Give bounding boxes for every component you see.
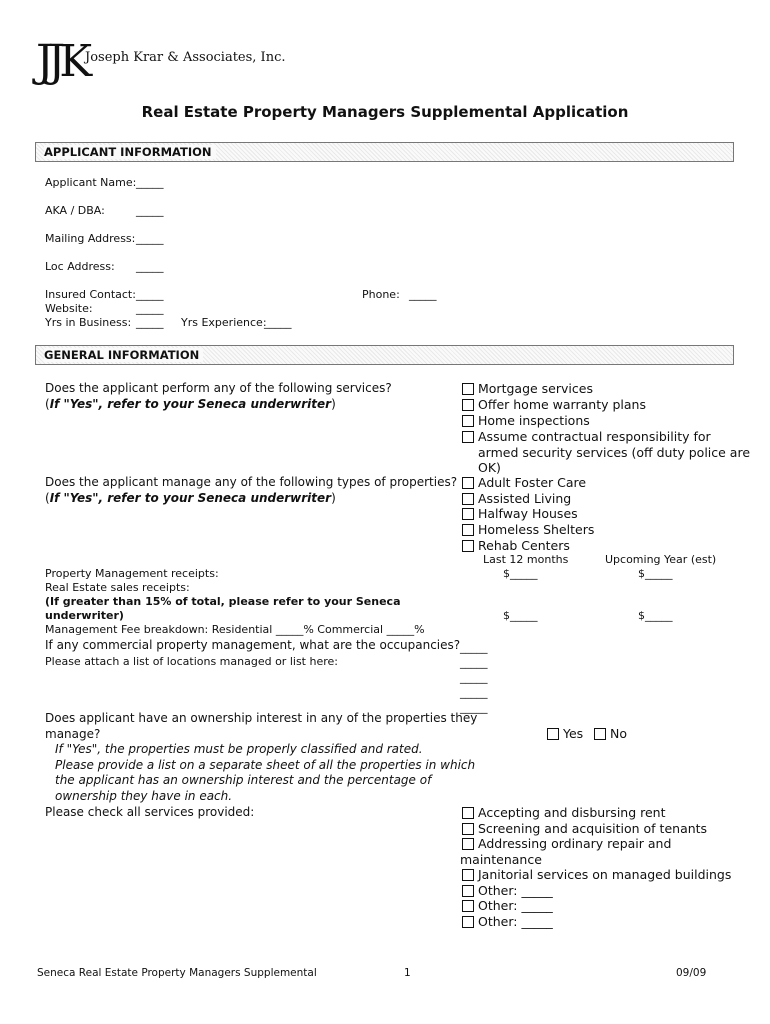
- re-receipts-upcoming[interactable]: $_____: [638, 609, 673, 622]
- mailing-address-field[interactable]: _____: [136, 232, 164, 245]
- website-label: Website:: [45, 302, 93, 315]
- security-text-cont2: OK): [478, 460, 501, 475]
- phone-label: Phone:: [362, 288, 400, 301]
- services-provided-question: Please check all services provided:: [45, 805, 255, 819]
- checkbox-repair[interactable]: Addressing ordinary repair and: [462, 836, 671, 851]
- loc-address-label: Loc Address:: [45, 260, 115, 273]
- page-title: Real Estate Property Managers Supplemental Application: [141, 103, 629, 121]
- yrs-experience-field[interactable]: _____: [264, 316, 292, 329]
- checkbox-adult-foster[interactable]: Adult Foster Care: [462, 475, 586, 490]
- general-section-header: GENERAL INFORMATION: [35, 345, 734, 365]
- checkbox-rent[interactable]: Accepting and disbursing rent: [462, 805, 666, 820]
- fee-breakdown: Management Fee breakdown: Residential _____% Commercial _____%: [45, 623, 425, 636]
- loc-address-field[interactable]: _____: [136, 260, 164, 273]
- ownership-no[interactable]: No: [594, 726, 627, 741]
- security-text-cont: armed security services (off duty police are: [478, 445, 751, 460]
- phone-field[interactable]: _____: [409, 288, 437, 301]
- checkbox-security[interactable]: Assume contractual responsibility for: [462, 429, 711, 444]
- occupancy-line-5[interactable]: _____: [460, 701, 488, 714]
- ownership-yes[interactable]: Yes: [547, 726, 583, 741]
- ownership-question-a: Does applicant have an ownership interest in any of the properties they: [45, 711, 478, 725]
- checkbox-assisted-living[interactable]: Assisted Living: [462, 491, 571, 506]
- checkbox-mortgage[interactable]: Mortgage services: [462, 381, 593, 396]
- applicant-name-label: Applicant Name:: [45, 176, 137, 189]
- re-receipts-last[interactable]: $_____: [503, 609, 538, 622]
- occupancy-line-1[interactable]: _____: [460, 641, 488, 654]
- footer-form-name: Seneca Real Estate Property Managers Supplemental: [37, 967, 317, 979]
- checkbox-screening[interactable]: Screening and acquisition of tenants: [462, 821, 707, 836]
- re-receipts-label: Real Estate sales receipts:: [45, 581, 190, 594]
- pm-receipts-last[interactable]: $_____: [503, 567, 538, 580]
- occupancy-line-2[interactable]: _____: [460, 656, 488, 669]
- checkbox-other-2[interactable]: Other: _____: [462, 898, 553, 913]
- footer-page-number: 1: [404, 967, 411, 979]
- ownership-note-1: If "Yes", the properties must be properly classified and rated.: [55, 742, 423, 756]
- pm-receipts-label: Property Management receipts:: [45, 567, 219, 580]
- receipts-note-1: (If greater than 15% of total, please refer to your Seneca: [45, 595, 401, 608]
- yrs-experience-label: Yrs Experience:: [181, 316, 267, 329]
- repair-cont: maintenance: [460, 852, 542, 867]
- aka-field[interactable]: _____: [136, 204, 164, 217]
- ownership-question-b: manage?: [45, 727, 101, 741]
- yrs-business-field[interactable]: _____: [136, 316, 164, 329]
- checkbox-other-3[interactable]: Other: _____: [462, 914, 553, 929]
- applicant-section-header: APPLICANT INFORMATION: [35, 142, 734, 162]
- aka-label: AKA / DBA:: [45, 204, 105, 217]
- col-upcoming: Upcoming Year (est): [605, 553, 717, 566]
- occupancies-note: Please attach a list of locations managed or list here:: [45, 655, 338, 668]
- ownership-note-3: the applicant has an ownership interest and the percentage of: [55, 773, 432, 787]
- yrs-business-label: Yrs in Business:: [45, 316, 132, 329]
- properties-question: Does the applicant manage any of the following types of properties?: [45, 475, 458, 489]
- ownership-note-4: ownership they have in each.: [55, 789, 233, 803]
- occupancy-line-3[interactable]: _____: [460, 671, 488, 684]
- receipts-note-2: underwriter): [45, 609, 124, 622]
- checkbox-rehab[interactable]: Rehab Centers: [462, 538, 570, 553]
- mailing-address-label: Mailing Address:: [45, 232, 136, 245]
- footer-date: 09/09: [676, 967, 707, 979]
- occupancies-question: If any commercial property management, what are the occupancies?: [45, 638, 461, 652]
- col-last-12: Last 12 months: [483, 553, 569, 566]
- checkbox-halfway[interactable]: Halfway Houses: [462, 506, 578, 521]
- insured-contact-label: Insured Contact:: [45, 288, 136, 301]
- ownership-note-2: Please provide a list on a separate sheet of all the properties in which: [55, 758, 476, 772]
- checkbox-warranty[interactable]: Offer home warranty plans: [462, 397, 646, 412]
- checkbox-janitorial[interactable]: Janitorial services on managed buildings: [462, 867, 731, 882]
- services-note: (If "Yes", refer to your Seneca underwriter): [45, 397, 336, 411]
- company-logo-mark: JJK: [36, 36, 87, 87]
- company-name: Joseph Krar & Associates, Inc.: [85, 50, 286, 65]
- applicant-name-field[interactable]: _____: [136, 176, 164, 189]
- checkbox-inspections[interactable]: Home inspections: [462, 413, 590, 428]
- checkbox-homeless[interactable]: Homeless Shelters: [462, 522, 594, 537]
- insured-contact-field[interactable]: _____: [136, 288, 164, 301]
- properties-note: (If "Yes", refer to your Seneca underwriter): [45, 491, 336, 505]
- website-field[interactable]: _____: [136, 302, 164, 315]
- checkbox-other-1[interactable]: Other: _____: [462, 883, 553, 898]
- occupancy-line-4[interactable]: _____: [460, 686, 488, 699]
- services-question: Does the applicant perform any of the following services?: [45, 381, 392, 395]
- pm-receipts-upcoming[interactable]: $_____: [638, 567, 673, 580]
